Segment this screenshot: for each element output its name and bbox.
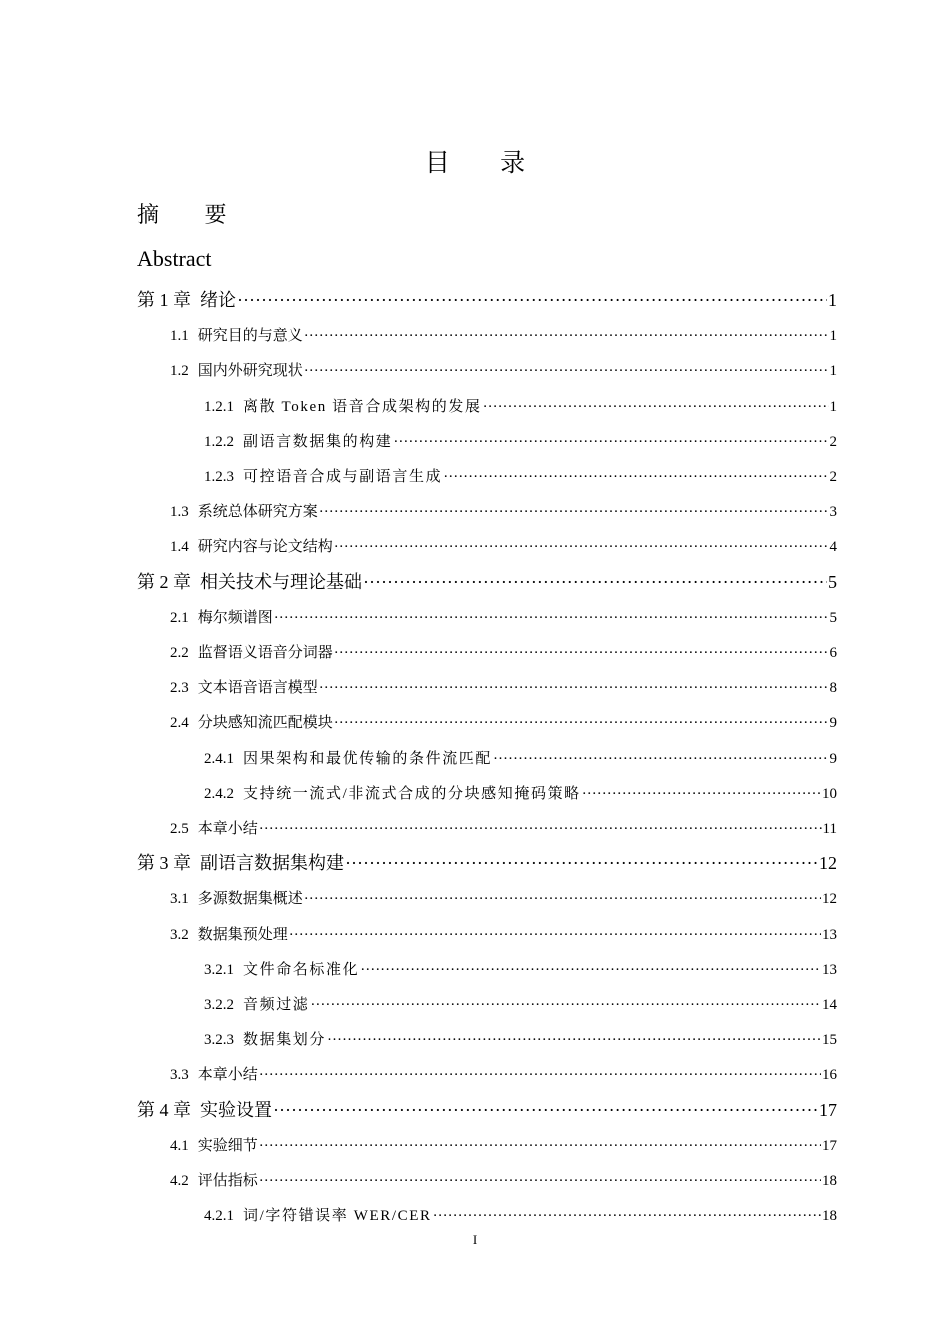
toc-leader-dots [289, 927, 821, 944]
toc-leader-dots [259, 1138, 821, 1155]
toc-entry-number: 2.4.2 [204, 785, 234, 802]
toc-entry[interactable] [204, 1028, 837, 1049]
toc-entry-number: 3.2 [170, 926, 189, 943]
toc-entry-title: 研究目的与意义 [197, 328, 303, 345]
toc-entry[interactable] [170, 1169, 837, 1190]
toc-entry-number: 第 1 章 [137, 290, 191, 310]
toc-leader-dots [483, 399, 829, 416]
toc-entry[interactable] [170, 1063, 837, 1084]
toc-entry[interactable] [204, 1204, 837, 1225]
toc-entry-page: 1 [829, 328, 837, 345]
toc-leader-dots [334, 715, 829, 732]
toc-abstract-cn[interactable]: 摘 要 [137, 202, 247, 227]
toc-leader-dots [274, 610, 829, 627]
toc-leader-dots [334, 539, 829, 556]
toc-entry-number: 1.2.3 [204, 469, 234, 485]
toc-entry-title: 文本语音语言模型 [197, 680, 318, 697]
toc-entry-title: 梅尔频谱图 [197, 609, 273, 626]
toc-entry-number: 4.2.1 [204, 1208, 234, 1225]
toc-entry-number: 1.3 [170, 504, 189, 521]
toc-entry-title: 实验设置 [200, 1099, 272, 1120]
toc-entry-number: 2.4 [170, 715, 189, 732]
toc-leader-dots [319, 504, 829, 521]
toc-entry-page: 1 [829, 363, 837, 380]
toc-leader-dots [259, 821, 822, 838]
toc-entry-page: 18 [822, 1208, 837, 1225]
toc-entry-number: 3.1 [170, 891, 189, 908]
toc-entry-title: 分块感知流匹配模块 [197, 715, 333, 732]
toc-entry-number: 2.2 [170, 645, 189, 661]
toc-leader-dots [345, 853, 818, 874]
toc-entry-title: 副语言数据集的构建 [243, 433, 393, 450]
toc-entry-page: 9 [829, 715, 837, 732]
toc-entry-page: 3 [829, 504, 837, 521]
toc-leader-dots [393, 434, 828, 451]
toc-entry[interactable] [170, 500, 837, 521]
toc-entry-number: 第 3 章 [137, 853, 191, 874]
toc-entry[interactable] [170, 817, 837, 838]
toc-entry-page: 5 [829, 609, 837, 626]
toc-leader-dots [363, 572, 827, 593]
toc-entry-title: 监督语义语音分词器 [197, 645, 333, 661]
toc-entry-number: 2.3 [170, 680, 189, 697]
toc-entry-page: 16 [822, 1067, 837, 1084]
toc-entry-page: 8 [829, 680, 837, 697]
toc-abstract-en[interactable]: Abstract [137, 246, 212, 271]
toc-entry-page: 15 [822, 1032, 837, 1049]
toc-entry-title: 系统总体研究方案 [197, 504, 318, 521]
toc-entry[interactable] [170, 711, 837, 732]
toc-entry-number: 第 4 章 [137, 1099, 191, 1120]
toc-entry-title: 实验细节 [197, 1137, 258, 1154]
toc-entry-number: 4.2 [170, 1173, 189, 1189]
toc-entry-title: 多源数据集概述 [197, 891, 303, 908]
toc-entry[interactable] [137, 849, 837, 875]
toc-leader-dots [237, 290, 827, 311]
toc-entry[interactable] [204, 993, 837, 1014]
toc-entry-page: 4 [829, 539, 837, 556]
toc-entry-number: 1.1 [170, 328, 189, 345]
toc-entry[interactable] [137, 568, 837, 594]
toc-entry-page: 1 [828, 290, 837, 310]
toc-leader-dots [304, 328, 829, 345]
toc-leader-dots [360, 962, 821, 979]
toc-entry[interactable] [170, 324, 837, 345]
toc-entry[interactable] [204, 747, 837, 768]
toc-leader-dots [493, 751, 828, 768]
toc-entry[interactable] [204, 430, 837, 451]
toc-leader-dots [310, 997, 821, 1014]
toc-leader-dots [259, 1067, 821, 1084]
toc-entry[interactable] [170, 1134, 837, 1155]
toc-entry-page: 10 [822, 785, 837, 802]
toc-leader-dots [319, 680, 829, 697]
toc-entry-number: 2.4.1 [204, 750, 234, 767]
toc-leader-dots [327, 1032, 821, 1049]
toc-entry-title: 本章小结 [197, 821, 258, 837]
toc-entry-number: 1.2 [170, 363, 189, 380]
page-number: I [472, 1232, 478, 1247]
toc-entry[interactable] [170, 359, 837, 380]
toc-entry-number: 2.5 [170, 821, 189, 837]
toc-entry-number: 第 2 章 [137, 571, 191, 592]
toc-entry-number: 3.2.1 [204, 961, 234, 978]
toc-entry-page: 12 [822, 891, 837, 908]
toc-leader-dots [433, 1208, 821, 1225]
toc-entry[interactable] [170, 606, 837, 627]
toc-entry-page: 14 [822, 997, 837, 1013]
page-title: 目 录 [424, 150, 548, 177]
toc-entry-title: 可控语音合成与副语言生成 [243, 469, 443, 485]
toc-entry-number: 3.2.3 [204, 1032, 234, 1049]
toc-entry-number: 4.1 [170, 1137, 189, 1154]
toc-entry-page: 11 [822, 821, 837, 837]
toc-leader-dots [334, 645, 829, 662]
toc-entry-title: 词/字符错误率 WER/CER [243, 1208, 432, 1225]
toc-entry-page: 1 [829, 398, 837, 415]
toc-entry-number: 1.2.1 [204, 398, 234, 415]
toc-entry-page: 6 [829, 645, 837, 661]
toc-entry-title: 本章小结 [197, 1067, 258, 1084]
toc-entry-page: 5 [828, 571, 837, 592]
toc-entry-page: 9 [829, 750, 837, 767]
toc-entry-number: 1.4 [170, 539, 189, 556]
toc-entry[interactable] [170, 535, 837, 556]
toc-entry-page: 18 [822, 1173, 837, 1189]
toc-entry-title: 文件命名标准化 [243, 961, 360, 978]
toc-entry-title: 国内外研究现状 [197, 363, 303, 380]
toc-entry[interactable] [137, 1096, 837, 1122]
toc-entry-title: 数据集划分 [243, 1032, 327, 1049]
toc-leader-dots [259, 1173, 821, 1190]
toc-entry-title: 绪论 [200, 290, 236, 310]
toc-entry[interactable] [204, 465, 837, 486]
toc-entry-page: 13 [822, 961, 837, 978]
toc-entry[interactable] [204, 395, 837, 416]
toc-entry[interactable] [170, 923, 837, 944]
toc-entry-title: 离散 Token 语音合成架构的发展 [243, 398, 482, 415]
toc-entry-title: 支持统一流式/非流式合成的分块感知掩码策略 [243, 785, 581, 802]
toc-entry-title: 研究内容与论文结构 [197, 539, 333, 556]
toc-entry-page: 17 [822, 1137, 837, 1154]
toc-entry[interactable] [170, 641, 837, 662]
toc-entry-title: 数据集预处理 [197, 926, 288, 943]
toc-leader-dots [582, 786, 821, 803]
toc-entry-page: 17 [819, 1099, 837, 1120]
toc-entry[interactable] [204, 782, 837, 803]
toc-leader-dots [304, 891, 821, 908]
toc-entry-title: 相关技术与理论基础 [200, 571, 362, 592]
toc-entry-page: 2 [829, 469, 837, 485]
toc-entry-number: 1.2.2 [204, 433, 234, 450]
toc-leader-dots [443, 469, 828, 486]
toc-entry-title: 副语言数据集构建 [200, 853, 344, 874]
toc-entry-page: 2 [829, 433, 837, 450]
toc-entry-title: 音频过滤 [243, 997, 310, 1013]
toc-entry[interactable] [170, 887, 837, 908]
toc-leader-dots [304, 363, 829, 380]
toc-entry-title: 因果架构和最优传输的条件流匹配 [243, 750, 493, 767]
toc-entry-page: 13 [822, 926, 837, 943]
toc-entry[interactable] [170, 676, 837, 697]
toc-entry[interactable] [204, 958, 837, 979]
toc-entry-title: 评估指标 [197, 1173, 258, 1189]
toc-entry-page: 12 [819, 853, 837, 874]
toc-entry-number: 3.3 [170, 1067, 189, 1084]
toc-entry-number: 3.2.2 [204, 997, 234, 1013]
toc-entry-number: 2.1 [170, 609, 189, 626]
toc-leader-dots [273, 1100, 818, 1121]
toc-entry[interactable] [137, 286, 837, 312]
